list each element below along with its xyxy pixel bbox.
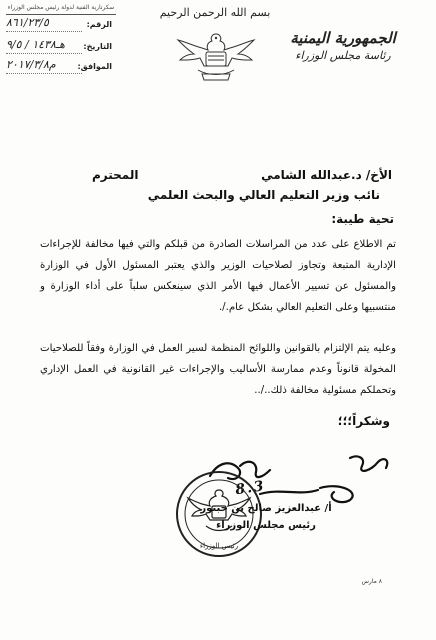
- registry-number-dotted-line: [6, 31, 82, 32]
- addressee-block: [92, 168, 392, 208]
- signer-title: رئيس مجلس الوزراء: [216, 520, 316, 531]
- signer-block: [186, 500, 346, 534]
- registry-date-dotted-line: [6, 53, 82, 54]
- addressee-name: الأخ/ د.عبدالله الشامي: [261, 168, 392, 182]
- greeting: تحية طيبة:: [331, 212, 394, 226]
- registry-date-value: ۹/٥ / ۱٤۳۸هـ: [6, 38, 65, 51]
- body-paragraph-2: وعليه يتم الإلتزام بالقوانين واللوائح المنظمة لسير العمل في الوزارة وفقاً للصلاحيات المخولة قانوناً وعدم ممارسة الأساليب والإجراءات غير القانونية في العمل الإداري وتحملكم مسئولية مخالفة ذلك../..: [40, 343, 396, 396]
- country-name: الجمهورية اليمنية: [290, 29, 396, 47]
- registry-block: [6, 15, 114, 73]
- registry-number-value: ۸٦١/۲۳/٥: [6, 16, 49, 29]
- registry-corresponding-label: الموافق:: [77, 62, 112, 71]
- registry-number-label: الرقم:: [86, 20, 112, 29]
- signer-name: أ/ عبدالعزيز صالح بن حبتور: [200, 503, 332, 514]
- registry-number-row: [6, 17, 114, 33]
- letterhead-right: [268, 28, 418, 64]
- basmala: بسم الله الرحمن الرحيم: [159, 6, 271, 19]
- office-name: رئاسة مجلس الوزراء: [295, 49, 391, 62]
- body-paragraph-1: تم الاطلاع على عدد من المراسلات الصادرة من قبلكم والتي فيها مخالفة للإجراءات الإدارية المتبعة وتجاوز لصلاحيات الوزير والذي يعتبر المسئول الأول في الوزارة والمسئول عن تسيير الأعمال فيها الأمر الذي سينعكس سلباً على أداء الوزارة و منتسبيها وعلى التعليم العالي بشكل عام./.: [40, 239, 396, 313]
- addressee-honorific: المحترم: [92, 168, 139, 182]
- registry-corresponding-row: [6, 59, 114, 75]
- registry-date-label: التاريخ:: [83, 42, 112, 51]
- registry-corresponding-value: ۲۰۱۷/۳/۸م: [6, 58, 56, 71]
- footnote: ۸ مارس: [361, 578, 382, 585]
- registry-date-row: [6, 39, 114, 55]
- handwritten-date: 8.3: [234, 478, 267, 499]
- addressee-title: نائب وزير التعليم العالي والبحث العلمي: [147, 188, 380, 202]
- closing-thanks: وشكراً؛؛؛: [337, 414, 390, 428]
- registry-corresponding-dotted-line: [6, 73, 82, 74]
- yemen-eagle-emblem-icon: [168, 26, 264, 86]
- registry-stamp-header: سكرتارية الفنية لدولة رئيس مجلس الوزراء: [6, 2, 116, 15]
- seal-text: رئيس الوزراء: [199, 542, 239, 550]
